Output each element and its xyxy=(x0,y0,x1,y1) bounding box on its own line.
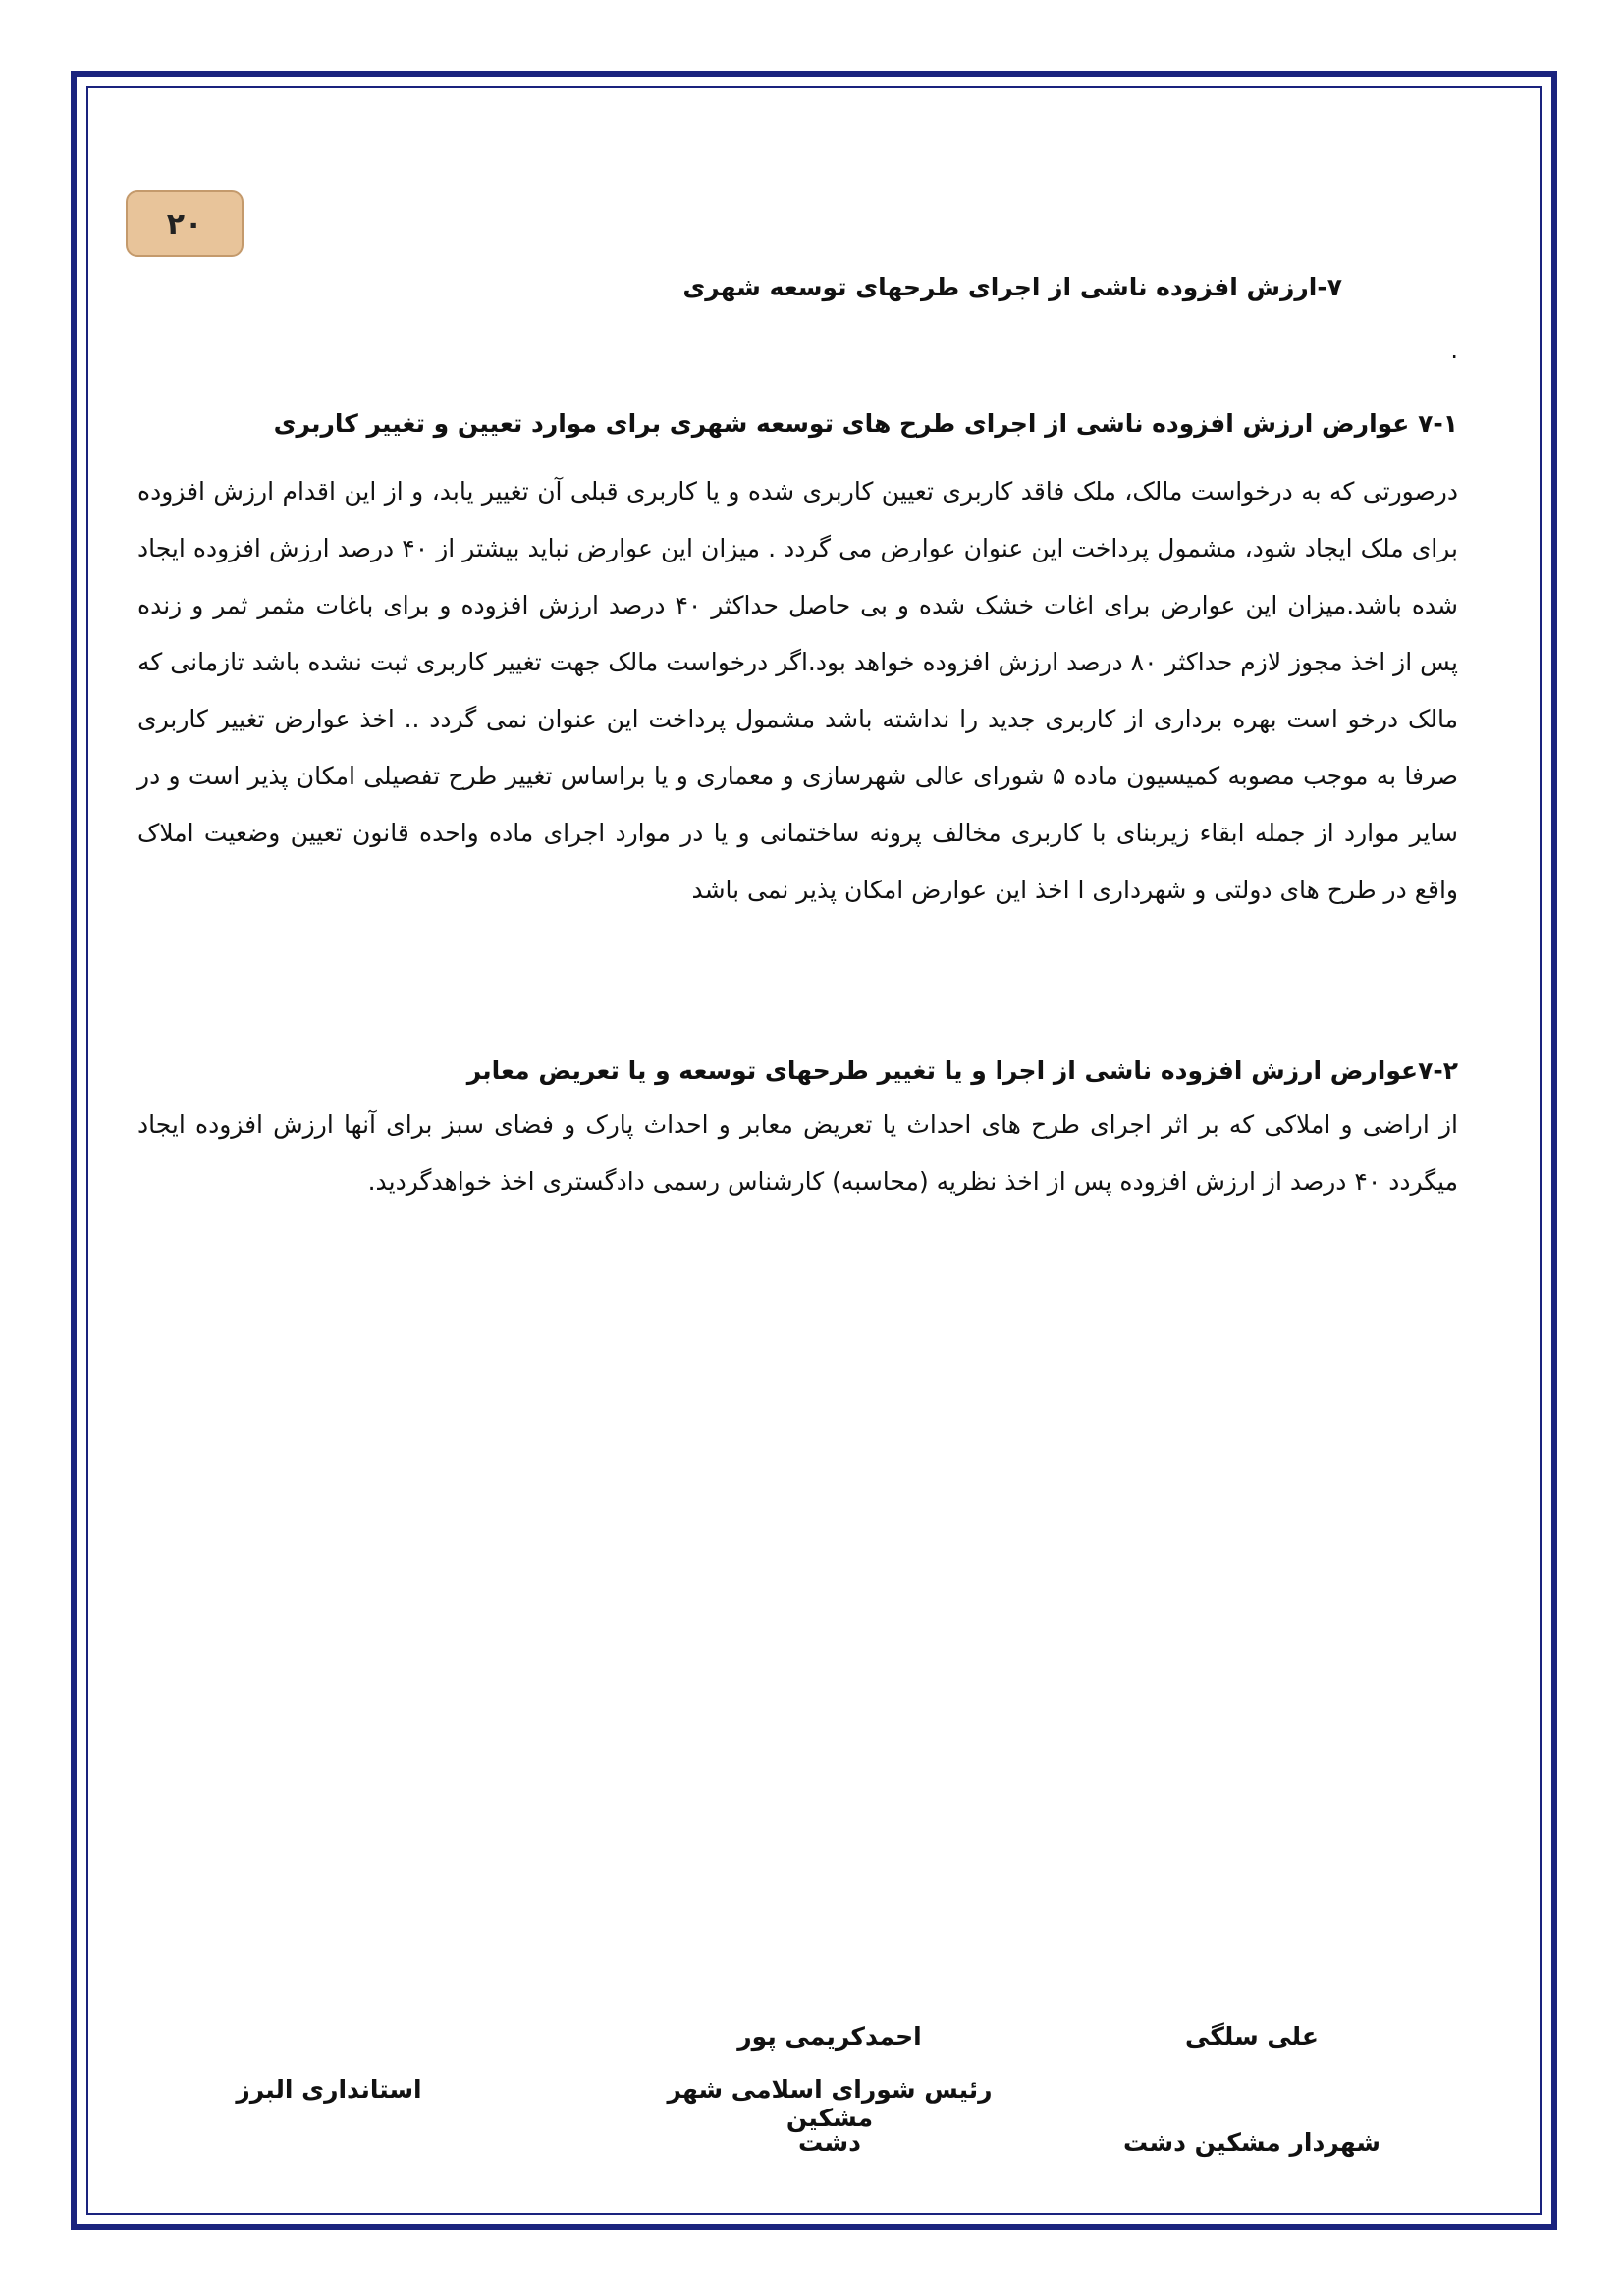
governorate-title: استانداری البرز xyxy=(236,2075,422,2104)
mayor-signature xyxy=(1105,2022,1399,2181)
stray-mark: . xyxy=(1450,337,1458,364)
mayor-title: شهردار مشکین دشت xyxy=(1123,2128,1380,2157)
council-signature xyxy=(623,2022,1036,2181)
council-title-line2: دشت xyxy=(798,2128,861,2157)
section2-body: از اراضی و املاکی که بر اثر اجرای طرح های احداث یا تعریض معابر و احداث پارک و فضای سبز برای آنها ارزش افزوده ایجاد میگردد ۴۰ درصد از ارزش افزوده پس از اخذ نظریه (محاسبه) کارشناس رسمی دادگستری اخذ خواهدگردید. xyxy=(137,1110,1458,1196)
document-content xyxy=(137,273,1458,1210)
page-number: ۲۰ xyxy=(166,206,203,241)
governorate-signature xyxy=(182,2075,476,2128)
council-title-line1: رئیس شورای اسلامی شهر مشکین xyxy=(667,2075,993,2132)
section1-body: درصورتی که به درخواست مالک، ملک فاقد کاربری تعیین کاربری شده و یا کاربری قبلی آن تغییر یابد، و از این اقدام ارزش افزوده برای ملک ایجاد شود، مشمول پرداخت این عنوان عوارض می گردد . میزان این عوارض نباید بیشتر از ۴۰ درصد ارزش افزوده ایجاد شده باشد.میزان این عوارض برای اغات خشک شده و بی حاصل حداکثر ۴۰ درصد ارزش افزوده و برای باغات مثمر ثمر و زنده پس از اخذ مجوز لازم حداکثر ۸۰ درصد ارزش افزوده خواهد بود.اگر درخواست مالک جهت تغییر کاربری ثبت نشده باشد تازمانی که مالک درخو است بهره برداری از کاربری جدید را نداشته باشد مشمول پرداخت این عنوان نمی گردد .. اخذ عوارض تغییر کاربری صرفا به موجب مصوبه کمیسیون ماده ۵ شورای عالی شهرسازی و معماری و یا براساس تغییر طرح تفصیلی امکان پذیر است و در سایر موارد از جمله ابقاء زیربنای با کاربری مخالف پرونه ساختمانی و یا در موارد اجرای ماده واحده قانون تعیین وضعیت املاک واقع در طرح های دولتی و شهرداری ا اخذ این عوارض امکان پذیر نمی باشد xyxy=(137,477,1459,904)
section1-heading: ۷-۱ عوارض ارزش افزوده ناشی از اجرای طرح های توسعه شهری برای موارد تعیین و تغییر کاربری xyxy=(273,409,1458,438)
page-number-badge xyxy=(126,190,244,257)
signature-block xyxy=(137,2022,1458,2179)
section2-heading: ۷-۲عوارض ارزش افزوده ناشی از اجرا و یا تغییر طرحهای توسعه و یا تعریض معابر xyxy=(466,1056,1458,1085)
mayor-name: علی سلگی xyxy=(1185,2022,1319,2051)
main-heading: ۷-ارزش افزوده ناشی از اجرای طرحهای توسعه شهری xyxy=(682,273,1342,301)
council-name: احمدکریمی پور xyxy=(737,2022,922,2051)
